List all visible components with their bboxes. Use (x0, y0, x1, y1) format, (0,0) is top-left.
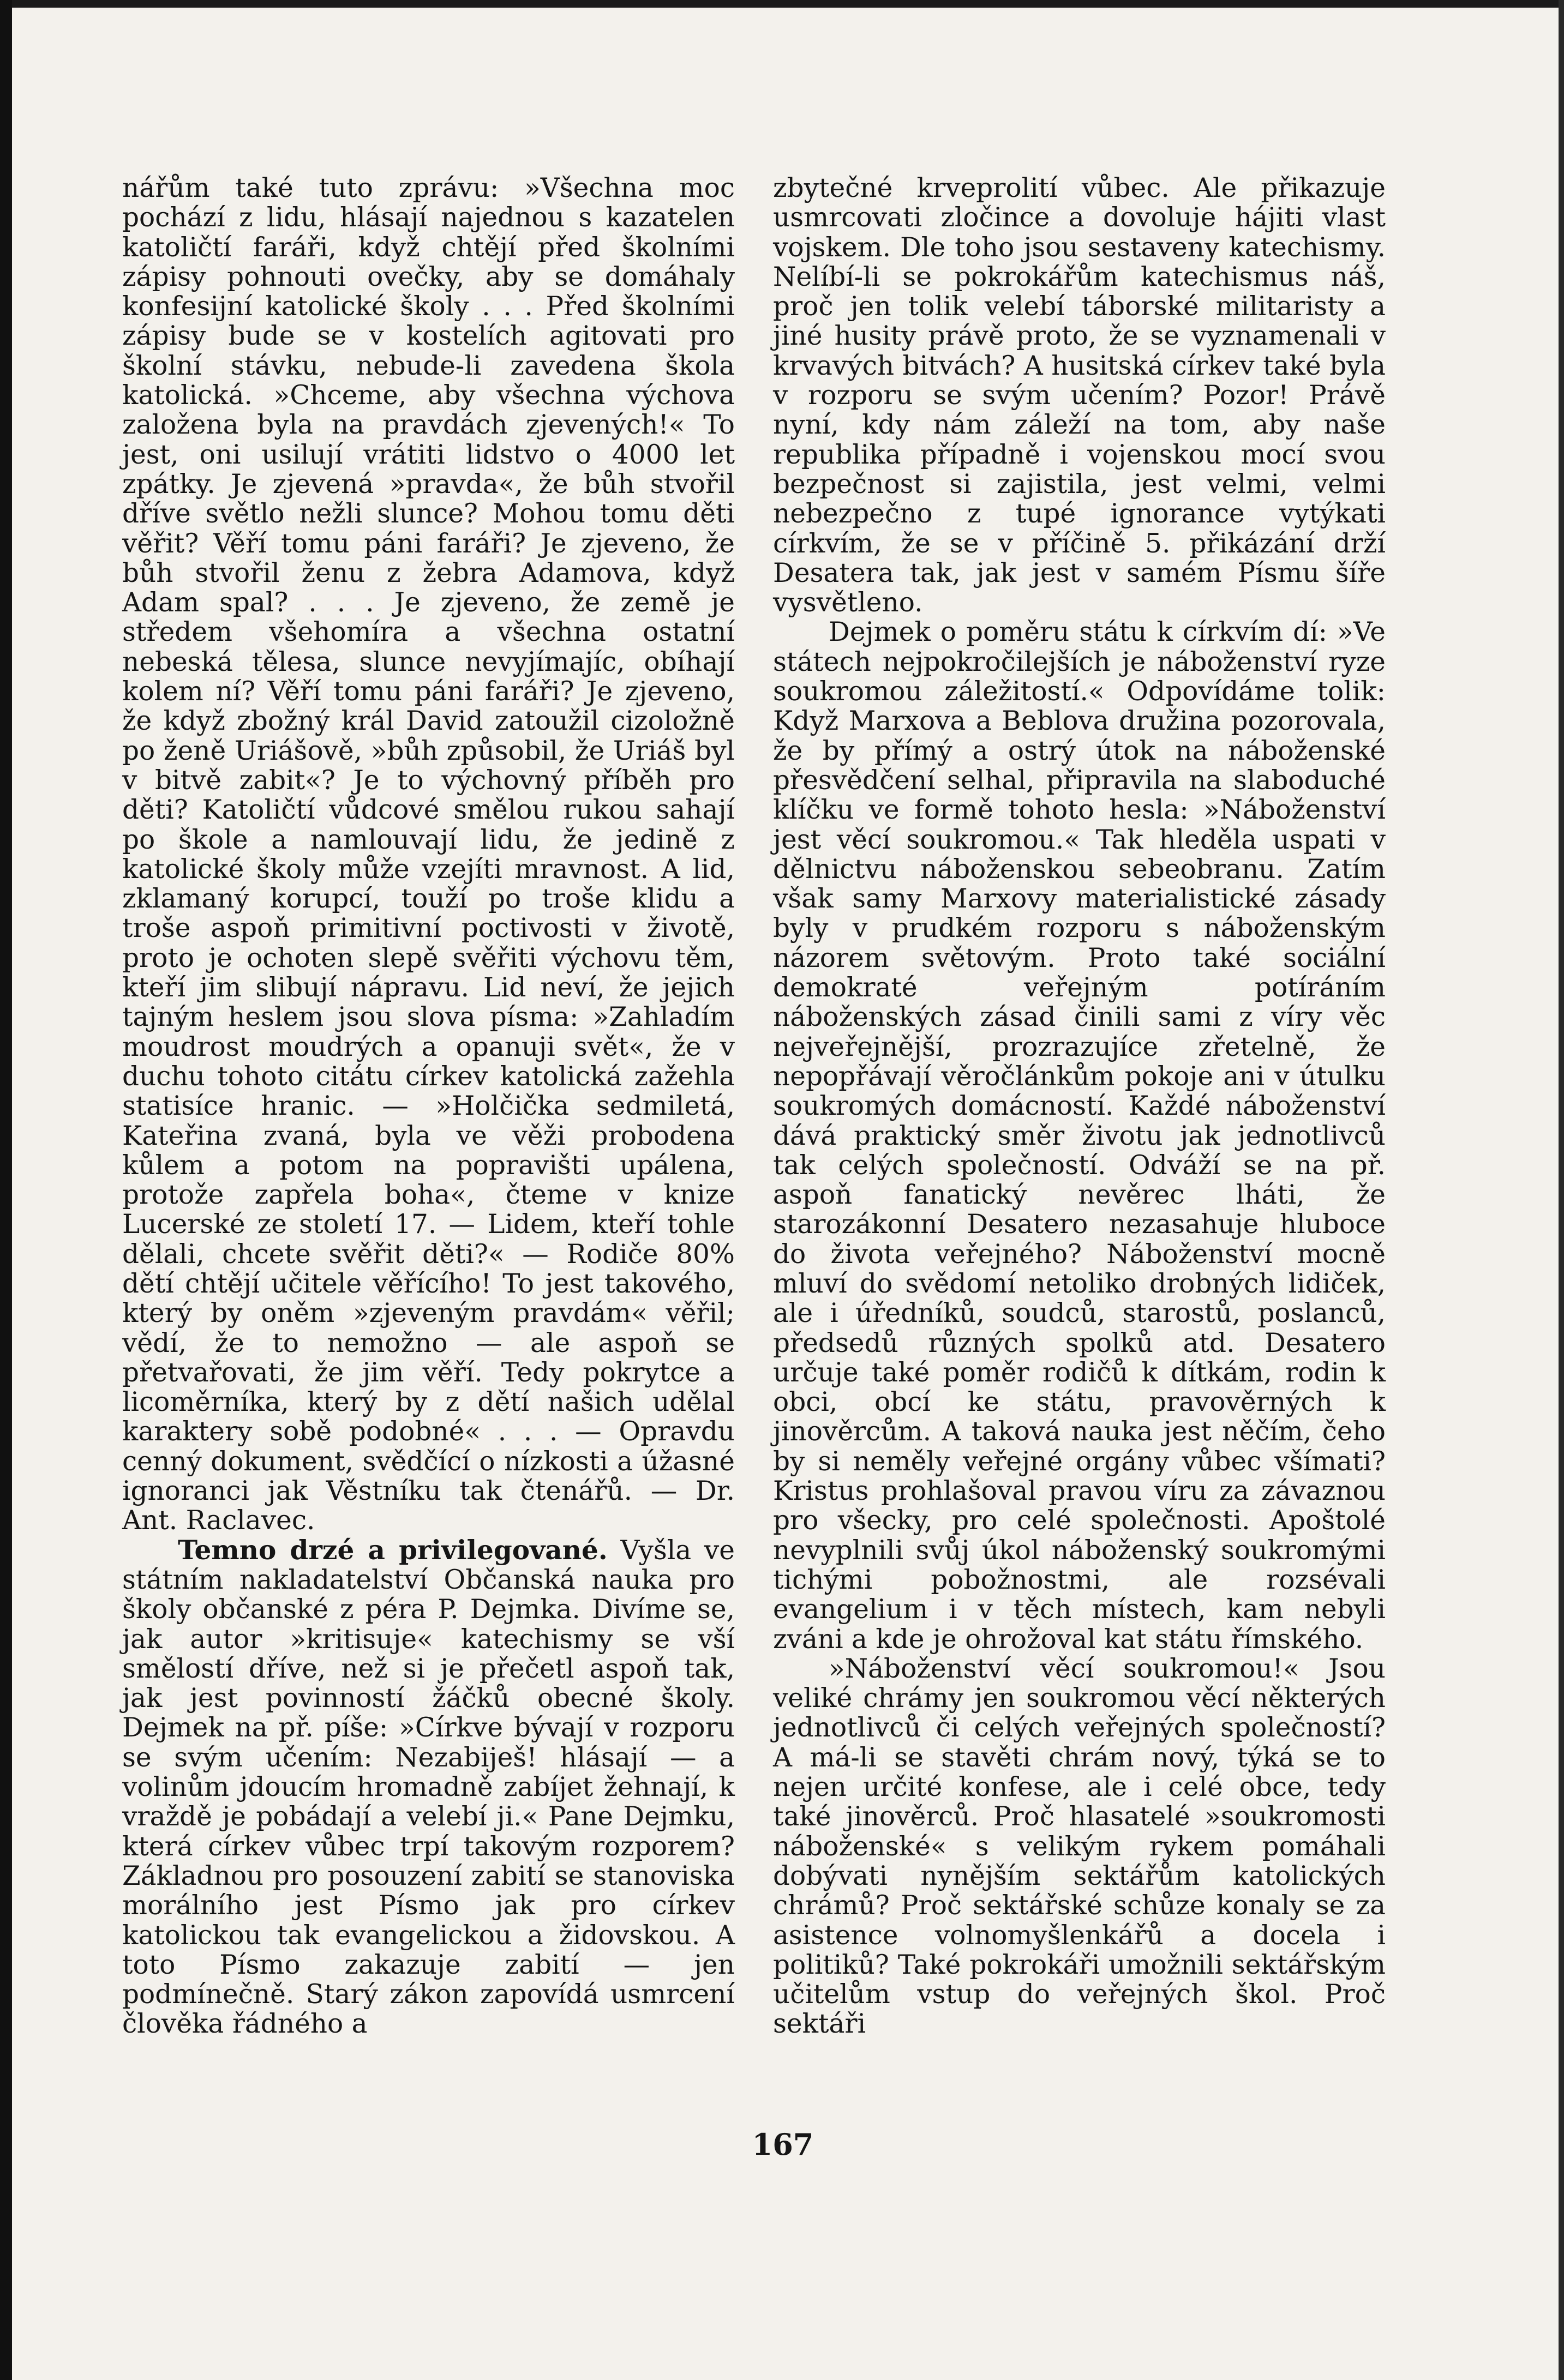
right-paragraph-2: Dejmek o poměru státu k církvím dí: »Ve státech nejpokročilejších je náboženství ryze soukromou záležitostí.« Odpovídáme tolik: Když Marxova a Beblova družina pozorovala, že by přímý a ostrý útok na náboženské přesvědčení selhal, připravila na slaboduché klíčku ve formě tohoto hesla: »Náboženství jest věcí soukromou.« Tak hleděla uspati v dělnictvu náboženskou sebeobranu. Zatím však samy Marxovy materialistické zásady byly v prudkém rozporu s náboženským názorem světovým. Proto také sociální demokraté veřejným potíráním náboženských zásad činili sami z víry věc nejveřejnější, prozrazujíce zřetelně, že nepopřávají věročlánkům pokoje ani v útulku soukromých domácností. Každé náboženství dává praktický směr životu jak jednotlivců tak celých společností. Odváží se na př. aspoň fanatický nevěrec lháti, že starozákonní Desatero nezasahuje hluboce do života veřejného? Náboženství mocně mluví do svědomí netoliko drobných lidiček, ale i úředníků, soudců, starostů, poslanců, předsedů různých spolků atd. Desatero určuje také poměr rodičů k dítkám, rodin k obci, obcí ke státu, pravověrných k jinověrcům. A taková nauka jest něčím, čeho by si neměly veřejné orgány vůbec všímati? Kristus prohlašoval pravou víru za závaznou pro všecky, pro celé společnosti. Apoštolé nevyplnili svůj úkol náboženský soukromými tichými pobožnostmi, ale rozsévali evangelium i v těch místech, kam nebyli zváni a kde je ohrožoval kat státu římského. (773, 617, 1386, 1655)
right-column (773, 173, 1386, 2039)
left-paragraph-2 (122, 1536, 735, 2039)
scan-edge-right (1559, 0, 1564, 2380)
left-paragraph-1: nářům také tuto zprávu: »Všechna moc pochází z lidu, hlásají najednou s kazatelen katoličtí faráři, když chtějí před školními zápisy pohnouti ovečky, aby se domáhaly konfesijní katolické školy . . . Před školními zápisy bude se v kostelích agitovati pro školní stávku, nebude-li zavedena škola katolická. »Chceme, aby všechna výchova založena byla na pravdách zjevených!« To jest, oni usilují vrátiti lidstvo o 4000 let zpátky. Je zjevená »pravda«, že bůh stvořil dříve světlo nežli slunce? Mohou tomu děti věřit? Věří tomu páni faráři? Je zjeveno, že bůh stvořil ženu z žebra Adamova, když Adam spal? . . . Je zjeveno, že země je středem všehomíra a všechna ostatní nebeská tělesa, slunce nevyjímajíc, obíhají kolem ní? Věří tomu páni faráři? Je zjeveno, že když zbožný král David zatoužil cizoložně po ženě Uriášově, »bůh způsobil, že Uriáš byl v bitvě zabit«? Je to výchovný příběh pro děti? Katoličtí vůdcové smělou rukou sahají po škole a namlouvají lidu, že jedině z katolické školy může vzejíti mravnost. A lid, zklamaný korupcí, touží po troše klidu a troše aspoň primitivní poctivosti v životě, proto je ochoten slepě svěřiti výchovu těm, kteří jim slibují nápravu. Lid neví, že jejich tajným heslem jsou slova písma: »Zahladím moudrost moudrých a opanuji svět«, že v duchu tohoto citátu církev katolická zažehla statisíce hranic. — »Holčička sedmiletá, Kateřina zvaná, byla ve věži probodena kůlem a potom na popravišti upálena, protože zapřela boha«, čteme v knize Lucerské ze století 17. — Lidem, kteří tohle dělali, chcete svěřit děti?« — Rodiče 80% dětí chtějí učitele věřícího! To jest takového, který by oněm »zjeveným pravdám« věřil; vědí, že to nemožno — ale aspoň se přetvařovati, že jim věří. Tedy pokrytce a licoměrníka, který by z dětí našich udělal karaktery sobě podobné« . . . — Opravdu cenný dokument, svědčící o nízkosti a úžasné ignoranci jak Věstníku tak čtenářů. — Dr. Ant. Raclavec. (122, 173, 735, 1536)
left-paragraph-2-text: Vyšla ve státním nakladatelství Občanská nauka pro školy občanské z péra P. Dejmka. Divíme se, jak autor »kritisuje« katechismy se vší smělostí dříve, než si je přečetl aspoň tak, jak jest povinností žáčků obecné školy. Dejmek na př. píše: »Církve bývají v rozporu se svým učením: Nezabiješ! hlásají — a volinům jdoucím hromadně zabíjet žehnají, k vraždě je pobádají a velebí ji.« Pane Dejmku, která církev vůbec trpí takovým rozporem? Základnou pro posouzení zabití se stanoviska morálního jest Písmo jak pro církev katolickou tak evangelickou a židovskou. A toto Písmo zakazuje zabití — jen podmínečně. Starý zákon zapovídá usmrcení člověka řádného a (122, 1535, 735, 2040)
right-paragraph-3: »Náboženství věcí soukromou!« Jsou veliké chrámy jen soukromou věcí některých jednotlivců či celých veřejných společností? A má-li se stavěti chrám nový, týká se to nejen určité konfese, ale i celé obce, tedy také jinověrců. Proč hlasatelé »soukromosti náboženské« s velikým rykem pomáhali dobývati nynějším sektářům katolických chrámů? Proč sektářské schůze konaly se za asistence volnomyšlenkářů a docela i politiků? Také pokrokáři umožnili sektářským učitelům vstup do veřejných škol. Proč sektáři (773, 1653, 1386, 2040)
page-number: 167 (752, 2127, 814, 2162)
right-paragraph-1: zbytečné krveprolití vůbec. Ale přikazuje usmrcovati zločince a dovoluje hájiti vlast vojskem. Dle toho jsou sestaveny katechismy. Nelíbí-li se pokrokářům katechismus náš, proč jen tolik velebí táborské militaristy a jiné husity právě proto, že se vyznamenali v krvavých bitvách? A husitská církev také byla v rozporu se svým učením? Pozor! Právě nyní, kdy nám záleží na tom, aby naše republika případně i vojenskou mocí svou bezpečnost si zajistila, jest velmi, velmi nebezpečno z tupé ignorance vytýkati církvím, že se v příčině 5. přikázání drží Desatera tak, jak jest v samém Písmu šíře vysvětleno. (773, 173, 1386, 618)
section-heading: Temno drzé a privilegované. (178, 1534, 608, 1566)
left-column (122, 173, 735, 2039)
scan-edge-left (0, 0, 12, 2380)
scan-edge-top (0, 0, 1564, 8)
